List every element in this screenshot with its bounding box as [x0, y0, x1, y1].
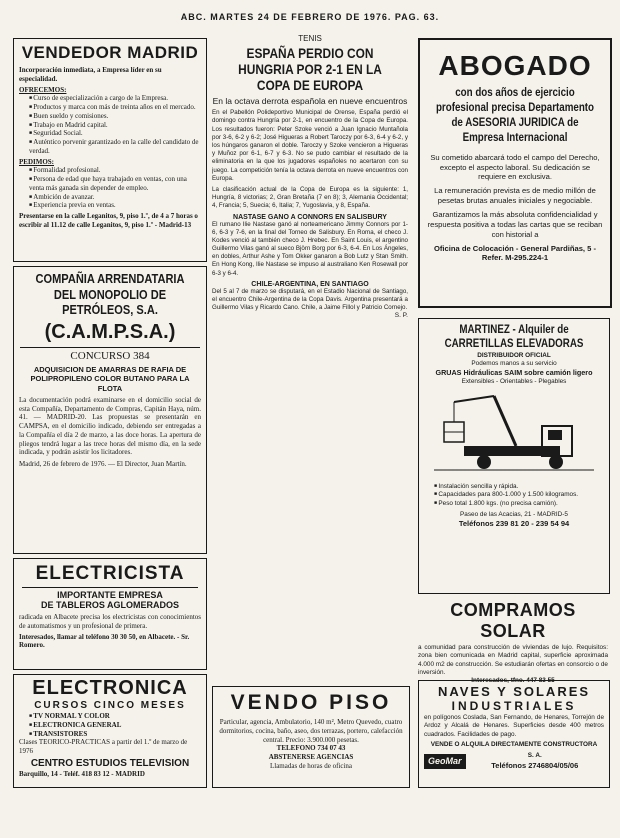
abogado-footer: Oficina de Colocación - General Pardiñas, 5 - Refer. M-295.224-1 [433, 243, 597, 263]
geomar-logo: GeoMar [424, 754, 466, 770]
naves-title2: INDUSTRIALES [451, 699, 577, 713]
naves-phone: Teléfonos 2746804/05/06 [491, 760, 579, 770]
crane-boom [494, 396, 516, 446]
chile-head: CHILE-ARGENTINA, EN SANTIAGO [251, 280, 369, 288]
piso-title: VENDO PISO [230, 691, 392, 714]
solar-phone: Interesados, tfno. 447 83 55 [471, 677, 555, 685]
list-item: ■ Curso de especialización a cargo de la Empresa. [29, 94, 201, 103]
nastase-head: NASTASE GANO A CONNORS EN SALISBURY [233, 213, 387, 221]
solar-ad [418, 600, 608, 685]
campsa-date: Madrid, 26 de febrero de 1976. — El Director, Juan Martín. [19, 460, 187, 469]
martinez-dist: DISTRIBUIDOR OFICIAL [477, 351, 551, 359]
tenis-section: TENIS [298, 34, 322, 43]
tenis-body4: Del 5 al 7 de marzo se disputará, en el Estadio Nacional de Santiago, el encuentro Chile-Argentina de la Copa Davis. Argentina presentará a Guillermo Vilas y Ricardo Cano. Chile, a Jaime Fillol y Patricio Cornejo. [212, 287, 408, 312]
list-item: ■ Experiencia previa en ventas. [29, 201, 201, 210]
pedimos-label: PEDIMOS: [19, 157, 54, 166]
martinez-ad [418, 318, 610, 594]
abogado-body3: Garantizamos la más absoluta confidencialidad y respuesta positiva a todas las cartas que se reciban con historial a [427, 210, 603, 239]
truck-bed [464, 446, 560, 456]
abogado-title: ABOGADO [438, 50, 592, 81]
electronica-sub: CURSOS CINCO MESES [34, 700, 186, 711]
electricista-sub2: DE TABLEROS AGLOMERADOS [40, 600, 179, 610]
electronica-school: CENTRO ESTUDIOS TELEVISION [30, 757, 190, 769]
pedimos-list [19, 166, 201, 210]
electricista-sub1: IMPORTANTE EMPRESA [22, 587, 198, 600]
naves-body: en polígonos Coslada, San Fernando, de Henares, Torrejón de Ardoz y Alcalá de Henares. Superficies desde 400 metros cuadrados. Facilidades de pago. [424, 714, 604, 738]
tenis-author: S. P. [394, 312, 408, 320]
piso-phone: TELEFONO 734 07 43 [276, 744, 346, 753]
crane-jib [454, 396, 494, 402]
vendedor-footer: Presentarse en la calle Leganitos, 9, piso 1.º, de 4 a 7 horas o escribir al 11.12 de calle Leganitos, 9, piso 1.º - Madrid-13 [19, 212, 198, 229]
martinez-address: Paseo de las Acacias, 21 - MADRID-5 [460, 511, 568, 519]
list-item: ■ Instalación sencilla y rápida. [434, 483, 604, 491]
list-item: ■ Capacidades para 800-1.000 y 1.500 kilogramos. [434, 491, 604, 499]
electronica-classes: Clases TEORICO-PRACTICAS a partir del 1.º de marzo de 1976 [19, 738, 188, 755]
truck-wheel-rear [477, 455, 491, 469]
vendedor-intro: Incorporación inmediata, a Empresa líder en su especialidad. [19, 66, 162, 83]
piso-extra: Llamadas de horas de oficina [269, 761, 353, 770]
electricista-footer: Interesados, llamar al teléfono 30 30 50, en Albacete. - Sr. Romero. [19, 632, 190, 650]
electronica-address: Barquillo, 14 - Teléf. 418 83 12 - MADRID [19, 770, 145, 779]
list-item: ■ Auténtico porvenir garantizado en la calle del candidato de verdad. [29, 138, 201, 156]
truck-window [548, 430, 562, 440]
martinez-phone: Teléfonos 239 81 20 - 239 54 94 [458, 519, 570, 529]
truck-crane-illustration [424, 388, 604, 480]
piso-ad [212, 686, 410, 788]
naves-ad [418, 680, 610, 788]
solar-body: a comunidad para construcción de viviendas de lujo. Requisitos: zona bien comunicada en Madrid capital, superficie aproximada 4.000 m2 de construcción. Se estudiarán ofertas en consorcio o de inversión. [418, 644, 608, 676]
piso-body: Particular, agencia, Ambulatorio, 140 m², Metro Quevedo, cuatro dormitorios, cocina, baño, aseo, dos terrazas, portero, calefacción central. Precio: 3.900.000 pesetas. [219, 718, 403, 744]
vendedor-ad [13, 38, 207, 262]
page-header: ABC. MARTES 24 DE FEBRERO DE 1976. PAG. 63. [180, 12, 440, 22]
naves-title: NAVES Y SOLARES [437, 684, 591, 699]
electronica-title: ELECTRONICA [32, 677, 188, 699]
list-item: ■ Persona de edad que haya trabajado en ventas, con una venta más ganada sin depender de empleo. [29, 175, 201, 193]
list-item: ■ Formalidad profesional. [29, 166, 201, 175]
martinez-title: MARTINEZ - Alquiler de CARRETILLAS ELEVADORAS [444, 324, 584, 351]
list-item: ■ ELECTRONICA GENERAL [29, 721, 201, 730]
campsa-subject: ADQUISICION DE AMARRAS DE RAFIA DE POLIPROPILENO COLOR BUTANO PARA LA FLOTA [30, 364, 190, 393]
campsa-acronym: (C.A.M.P.S.A.) [44, 320, 176, 343]
truck-wheel-front [549, 455, 563, 469]
naves-sa: S. A. [527, 752, 542, 760]
electronica-list [19, 712, 201, 738]
campsa-ad [13, 266, 207, 554]
electricista-body: radicada en Albacete precisa los electricistas con conocimientos de automatismos y un profesional de primera. [19, 613, 201, 630]
list-item: ■ Peso total 1.800 kgs. (no precisa camión). [434, 500, 604, 508]
naves-cta: VENDE O ALQUILA DIRECTAMENTE CONSTRUCTORA [430, 740, 598, 748]
tenis-headline: ESPAÑA PERDIO CON HUNGRIA POR 2-1 EN LA COPA DE EUROPA [238, 45, 382, 94]
list-item: ■ Buen sueldo y comisiones. [29, 112, 201, 121]
abogado-tagline: con dos años de ejercicio profesional precisa Departamento de ASESORIA JURIDICA de Empresa Internacional [435, 87, 595, 144]
solar-title: COMPRAMOS SOLAR [450, 600, 576, 641]
martinez-kinds: Extensibles - Orientables - Plegables [461, 377, 567, 385]
tenis-subhead: En la octava derrota española en nueve encuentros [212, 96, 408, 107]
campsa-body: La documentación podrá examinarse en el domicilio social de esta Compañía, Departamento de Compras, Capitán Haya, núm. 41. — MADRID-20. Las propuestas se presentarán en CAMPSA, en el domicilio indicado, debiendo ser entregadas a la Compañía el día 2 de marzo, a las doce horas. La apertura de pliegos tendrá lugar a las trece horas del mismo día, en la sede indicada, y podrán asistir los licitadores. [19, 395, 201, 457]
vendedor-title: VENDEDOR MADRID [21, 43, 199, 62]
electricista-title: ELECTRICISTA [35, 563, 185, 584]
electricista-ad [13, 558, 207, 670]
campsa-concurso: CONCURSO 384 [20, 347, 200, 362]
electronica-ad [13, 674, 207, 788]
list-item: ■ Seguridad Social. [29, 129, 201, 138]
piso-note: ABSTENERSE AGENCIAS [268, 753, 354, 761]
campsa-title: COMPAÑIA ARRENDATARIA DEL MONOPOLIO DE PETRÓLEOS, S.A. [35, 271, 185, 318]
tenis-body3: El rumano Ilie Nastase ganó al norteamericano Jimmy Connors por 1-6, 6-3 y 7-6, en la final del Torneo de Salisbury. En Roma, el checo J. Kodes venció al también checo J. Hrebec. En Saint Louis, el argentino Guillermo Vilas ganó al sueco Björn Borg por 6-3, 6-4. En Los Ángeles, en dobles, Arthur Ashe y Tom Okker ganaron a Bob Lutz y Stan Smith. En Hong Kong, Ilie Nastase se impuso al australiano Ken Rosewall por 6-3 y 6-4. [212, 220, 408, 277]
abogado-body1: Su cometido abarcará todo el campo del Derecho, excepto el aspecto laboral. Su dedicación se requiere en exclusiva. [430, 152, 600, 182]
ofrecemos-list [19, 94, 201, 155]
martinez-list [424, 483, 604, 508]
list-item: ■ Trabajo en Madrid capital. [29, 121, 201, 130]
list-item: ■ Productos y marca con más de treinta años en el mercado. [29, 103, 201, 112]
list-item: ■ TV NORMAL Y COLOR [29, 712, 201, 721]
tenis-body2: La clasificación actual de la Copa de Europa es la siguiente: 1, Hungría, 8 victorias; 2, Gran Bretaña (7 en 8); 3, Alemania Occidental; 4, Francia; 5, Suecia; 6, Italia; 7, Yugoslavia, y 8, España. [212, 185, 408, 210]
list-item: ■ Ambición de avanzar. [29, 193, 201, 202]
martinez-sub: Podemos manos a su servicio [471, 360, 557, 368]
martinez-gruas: GRUAS Hidráulicas SAIM sobre camión ligero [435, 368, 593, 378]
ofrecemos-label: OFRECEMOS: [19, 85, 67, 94]
abogado-ad [418, 38, 612, 308]
tenis-article [212, 34, 408, 606]
tenis-body1: En el Pabellón Polideportivo Municipal de Orense, España perdió el domingo contra Hungría por 2-1, en encuentro de la Copa de Europa. Los resultados fueron: Peter Szoke venció a Juan Ignacio Muntañola por 3-6, 6-2 y 6-2; José Higueras a Robert Taroczy por 6-3, 6-4 y 6-2, y los húngaros ganaron el doble. Taroczy y Szoke vencieron a Higueras y Muñoz por 6-1, 6-7 y 6-3. No se pudo cambiar el resultado de la eliminatoria en la que los jugadores españoles no acertaron con su juego. La competición tenía la octava derrota en nueve encuentros con Europa. [212, 109, 408, 182]
abogado-body2: La remuneración prevista es de medio millón de pesetas brutas anuales iniciales y negociable. [434, 186, 596, 206]
list-item: ■ TRANSISTORES [29, 730, 201, 739]
